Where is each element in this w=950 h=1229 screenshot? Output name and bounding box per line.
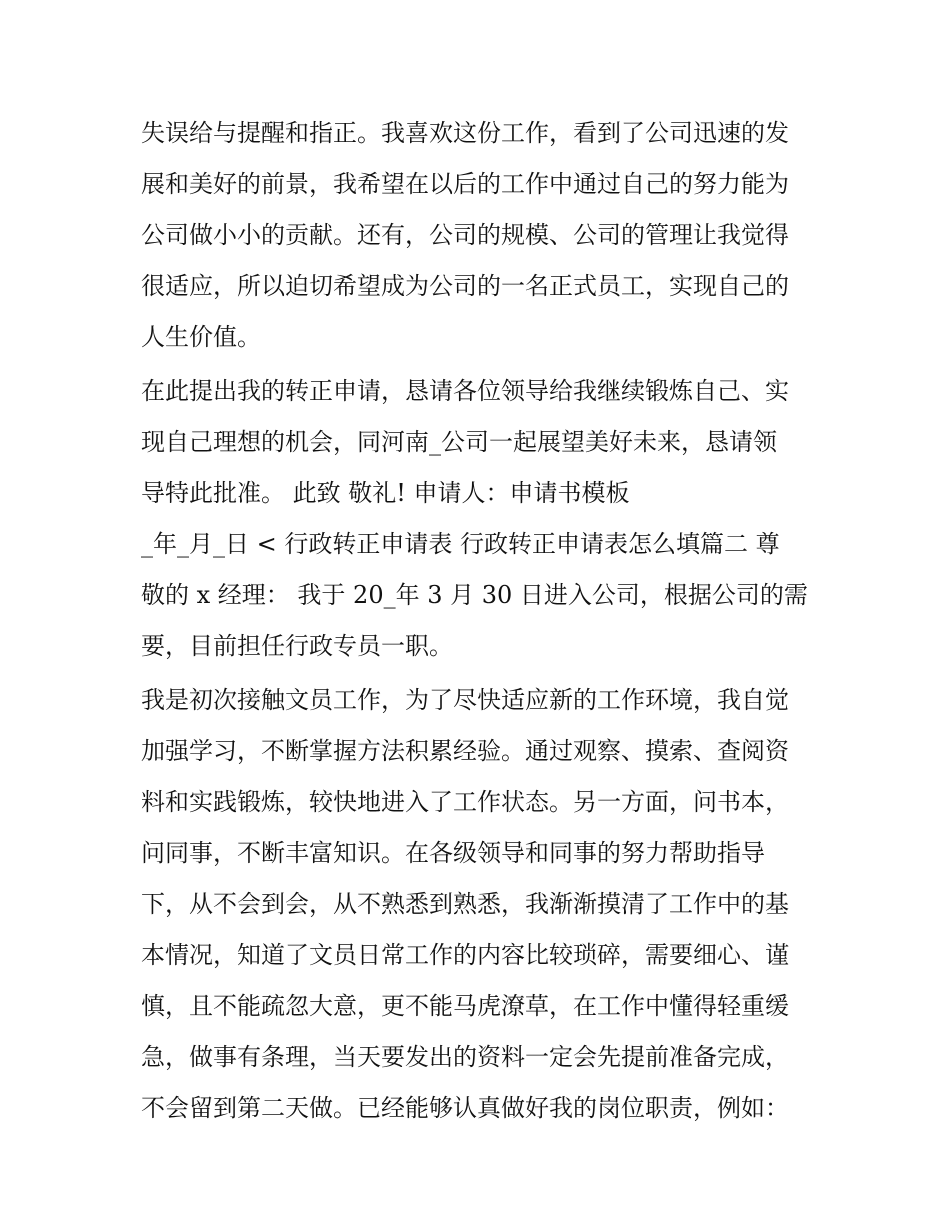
- text-line: 不会留到第二天做。已经能够认真做好我的岗位职责，例如：: [141, 1094, 789, 1122]
- text-line: 下，从不会到会，从不熟悉到熟悉，我渐渐摸清了工作中的基: [141, 890, 789, 918]
- text-line: _年_月_日 < 行政转正申请表 行政转正申请表怎么填篇二 尊: [141, 530, 780, 558]
- text-line: 失误给与提醒和指正。我喜欢这份工作，看到了公司迅速的发: [141, 119, 789, 147]
- text-line: 很适应，所以迫切希望成为公司的一名正式员工，实现自己的: [141, 272, 789, 300]
- text-line: 人生价值。: [141, 323, 261, 351]
- text-line: 在此提出我的转正申请，恳请各位领导给我继续锻炼自己、实: [141, 377, 789, 405]
- text-line: 加强学习，不断掌握方法积累经验。通过观察、摸索、查阅资: [141, 737, 789, 765]
- text-line: 现自己理想的机会，同河南_公司一起展望美好未来，恳请领: [141, 428, 777, 456]
- text-line: 问同事，不断丰富知识。在各级领导和同事的努力帮助指导: [141, 839, 765, 867]
- text-line: 导特此批准。 此致 敬礼! 申请人：申请书模板: [141, 479, 630, 507]
- text-line: 展和美好的前景，我希望在以后的工作中通过自己的努力能为: [141, 170, 789, 198]
- body-text: [141, 108, 821, 1134]
- text-line: 料和实践锻炼，较快地进入了工作状态。另一方面，问书本，: [141, 788, 789, 816]
- text-line: 公司做小小的贡献。还有，公司的规模、公司的管理让我觉得: [141, 221, 789, 249]
- text-line: 慎，且不能疏忽大意，更不能马虎潦草，在工作中懂得轻重缓: [141, 992, 789, 1020]
- text-line: 敬的 x 经理： 我于 20_年 3 月 30 日进入公司，根据公司的需: [141, 581, 808, 609]
- text-line: 我是初次接触文员工作，为了尽快适应新的工作环境，我自觉: [141, 686, 789, 714]
- text-line: 要，目前担任行政专员一职。: [141, 632, 453, 660]
- text-line: 本情况，知道了文员日常工作的内容比较琐碎，需要细心、谨: [141, 941, 789, 969]
- text-line: 急，做事有条理，当天要发出的资料一定会先提前准备完成，: [141, 1043, 789, 1071]
